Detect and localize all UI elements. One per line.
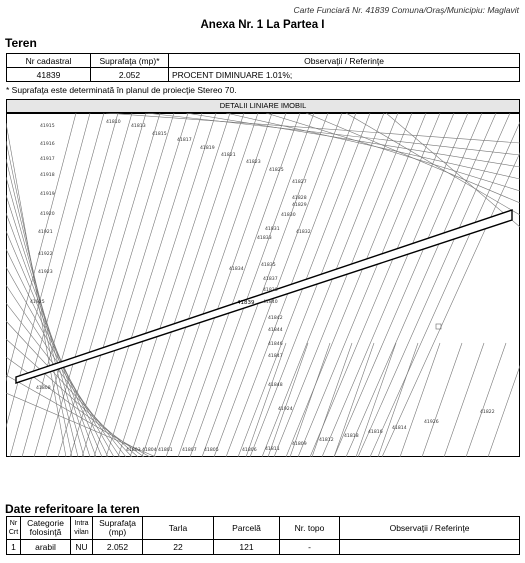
parcel-number-label: 41823 — [246, 160, 261, 165]
cell-tarla: 22 — [143, 540, 214, 555]
parcel-number-label: 41807 — [182, 448, 197, 453]
carte-funciara-header: Carte Funciară Nr. 41839 Comuna/Oraş/Municipiu: Maglavit — [293, 5, 519, 15]
parcel-number-label: 41847 — [268, 354, 283, 359]
col-tarla: Tarla — [143, 517, 214, 540]
parcel-number-label: 41814 — [392, 426, 407, 431]
parcel-number-label: 41813 — [131, 124, 146, 129]
cell-observatii — [340, 540, 520, 555]
parcel-number-label: 41924 — [278, 407, 293, 412]
parcel-number-label: 41915 — [40, 124, 55, 129]
cell-categorie: arabil — [21, 540, 71, 555]
col-parcela: Parcelă — [214, 517, 280, 540]
parcel-number-label: 41808 — [36, 386, 51, 391]
cell-suprafata: 2.052 — [93, 540, 143, 555]
parcel-number-label: 41923 — [38, 270, 53, 275]
parcel-number-label: 41822 — [480, 410, 495, 415]
parcel-number-label: 41819 — [200, 146, 215, 151]
parcel-number-label: 41825 — [269, 168, 284, 173]
parcel-number-label: 41829 — [292, 203, 307, 208]
parcel-number-label: 41828 — [292, 196, 307, 201]
col-categorie: Categorie folosinţă — [21, 517, 71, 540]
parcel-number-label: 41815 — [152, 132, 167, 137]
col-intravilan: Intra vilan — [71, 517, 93, 540]
parcel-number-label: 41926 — [424, 420, 439, 425]
date-teren-table — [6, 516, 520, 555]
col-suprafata: Suprafaţa (mp) — [93, 517, 143, 540]
cell-observatii: PROCENT DIMINUARE 1.01%; — [169, 68, 520, 82]
cell-topo: - — [280, 540, 340, 555]
parcel-number-label: 41922 — [38, 252, 53, 257]
parcel-number-label: 41805 — [204, 448, 219, 453]
col-observatii: Observaţii / Referinţe — [340, 517, 520, 540]
anexa-title: Anexa Nr. 1 La Partea I — [200, 19, 325, 31]
parcel-number-label: 41832 — [296, 230, 311, 235]
col-nr-topo: Nr. topo — [280, 517, 340, 540]
parcel-number-label: 41809 — [292, 442, 307, 447]
col-nr-cadastral: Nr cadastral — [7, 54, 91, 68]
parcel-number-label: 41811 — [265, 447, 280, 452]
cell-suprafata: 2.052 — [91, 68, 169, 82]
parcel-number-label: 41917 — [40, 157, 55, 162]
parcel-number-label: 41835 — [261, 263, 276, 268]
table-row — [7, 68, 520, 82]
teren-table — [6, 53, 520, 82]
parcel-number-label: 41806 — [242, 448, 257, 453]
col-suprafata: Suprafaţa (mp)* — [91, 54, 169, 68]
parcel-number-label: 41803 — [126, 448, 141, 453]
parcel-main-label: 41839 — [237, 300, 255, 306]
table-header-row — [7, 517, 520, 540]
cell-intravilan: NU — [71, 540, 93, 555]
parcel-number-label: 41838 — [263, 288, 278, 293]
parcel-number-label: 41834 — [229, 267, 244, 272]
parcel-map — [6, 113, 520, 457]
parcel-number-label: 41848 — [268, 383, 283, 388]
parcel-number-label: 41916 — [40, 142, 55, 147]
cell-nr-cadastral: 41839 — [7, 68, 91, 82]
col-observatii: Observaţii / Referinţe — [169, 54, 520, 68]
parcel-number-label: 41827 — [292, 180, 307, 185]
parcel-number-label: 41842 — [268, 316, 283, 321]
surface-footnote: * Suprafaţa este determinată în planul de proiecţie Stereo 70. — [6, 85, 237, 95]
cell-parcela: 121 — [214, 540, 280, 555]
cell-nr: 1 — [7, 540, 21, 555]
parcel-number-label: 41918 — [40, 173, 55, 178]
map-frame — [7, 114, 520, 457]
parcel-number-label: 41921 — [38, 230, 53, 235]
parcel-number-label: 41919 — [40, 192, 55, 197]
parcel-number-label: 41837 — [263, 277, 278, 282]
parcel-number-label: 41925 — [30, 300, 45, 305]
parcel-number-label: 41812 — [319, 438, 334, 443]
parcel-number-label: 41804 — [142, 448, 157, 453]
parcel-number-label: 41816 — [368, 430, 383, 435]
parcel-number-label: 41833 — [257, 236, 272, 241]
parcel-number-label: 41840 — [263, 300, 278, 305]
parcel-number-label: 41846 — [268, 342, 283, 347]
parcel-number-label: 41818 — [344, 434, 359, 439]
parcel-number-label: 41830 — [281, 213, 296, 218]
table-row — [7, 540, 520, 555]
teren-section-title: Teren — [5, 36, 37, 50]
parcel-number-label: 41844 — [268, 328, 283, 333]
parcel-number-label: 41801 — [158, 448, 173, 453]
parcel-number-label: 41920 — [40, 212, 55, 217]
map-title: DETALII LINIARE IMOBIL — [6, 99, 520, 113]
table-header-row — [7, 54, 520, 68]
parcel-number-label: 41821 — [221, 153, 236, 158]
parcel-number-label: 41831 — [265, 227, 280, 232]
parcel-number-label: 41817 — [177, 138, 192, 143]
parcel-number-label: 41810 — [106, 120, 121, 125]
date-teren-section-title: Date referitoare la teren — [5, 502, 140, 516]
col-nr-crt: Nr Crt — [7, 517, 21, 540]
